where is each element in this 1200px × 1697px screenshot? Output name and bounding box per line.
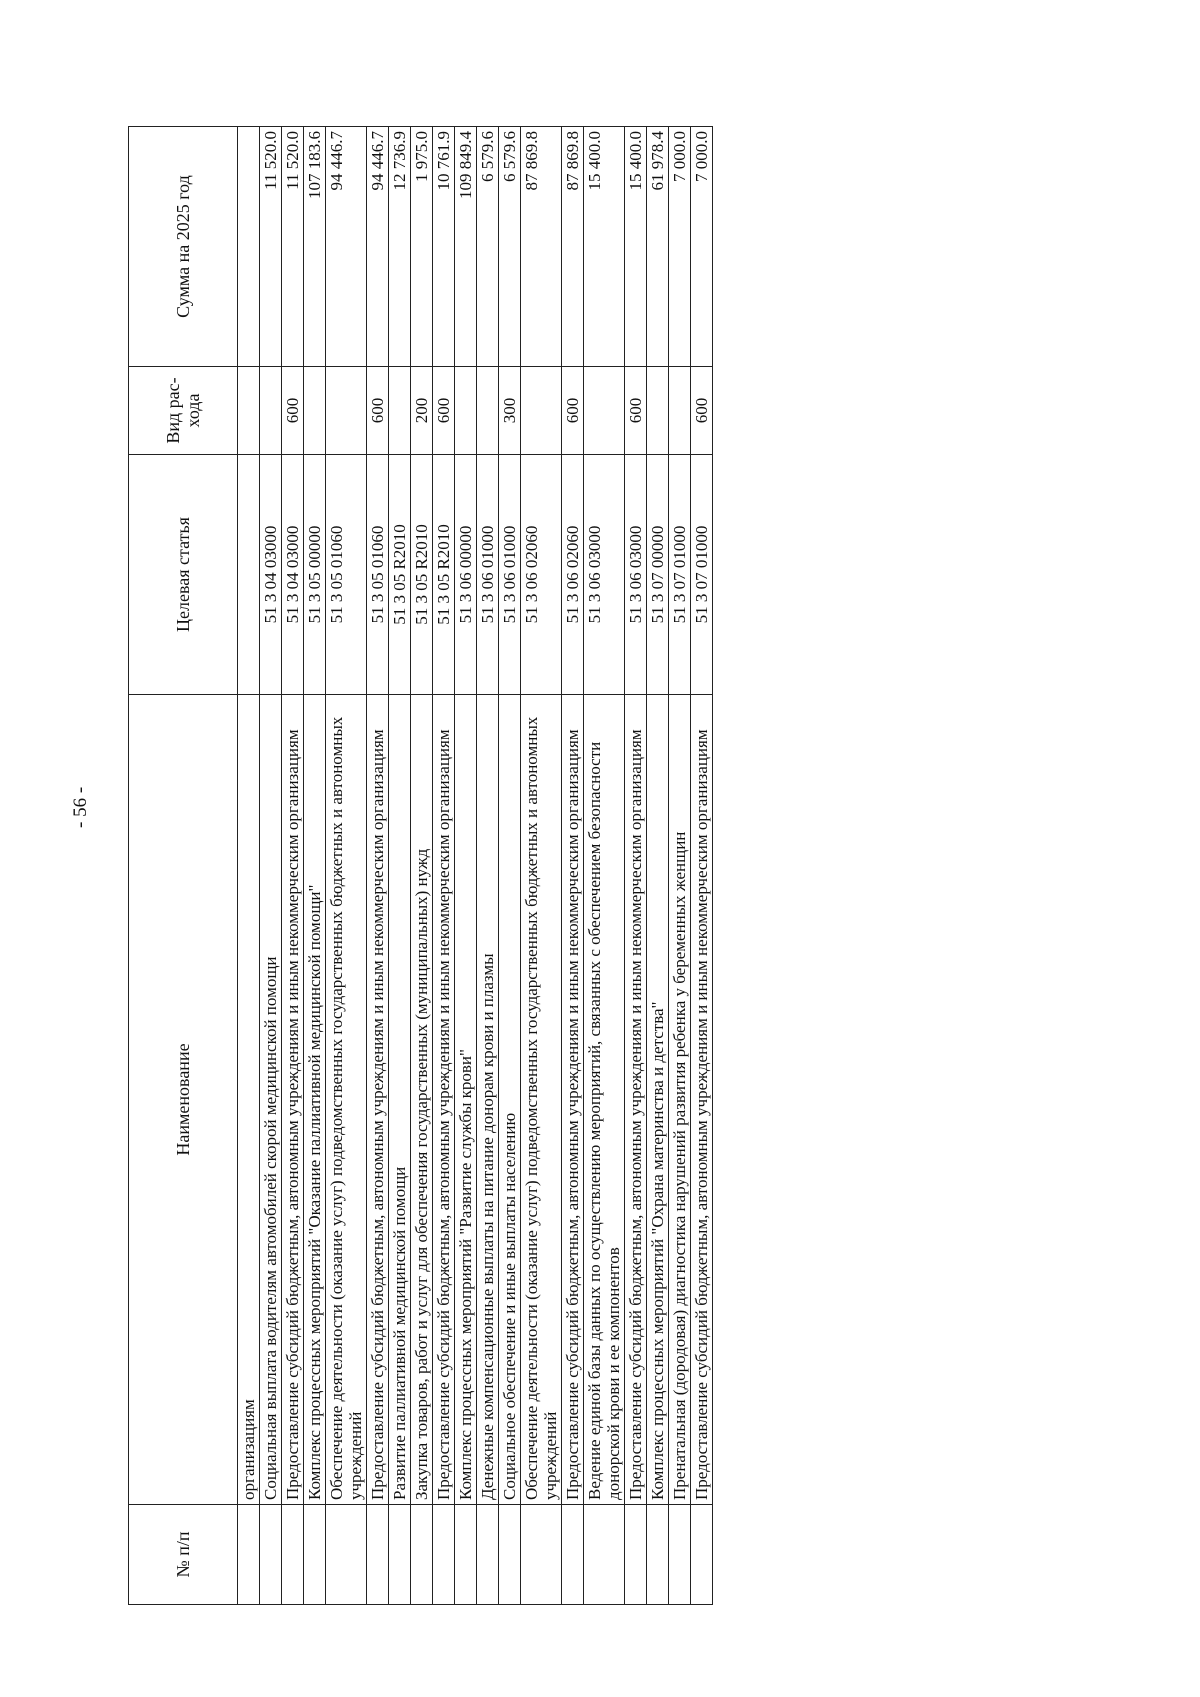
cell-num — [260, 1505, 282, 1605]
cell-name: Предоставление субсидий бюджетным, автономным учреждениям и иным некоммерческим организациям — [625, 695, 647, 1505]
rotated-table-container — [128, 127, 713, 1605]
cell-sum: 107 183.6 — [304, 127, 326, 367]
cell-num — [238, 1505, 260, 1605]
cell-code: 51 3 05 01060 — [367, 455, 389, 695]
cell-num — [389, 1505, 411, 1605]
cell-name: Ведение единой базы данных по осуществлению мероприятий, связанных с обеспечением безопасности донорской крови и ее компонентов — [584, 695, 625, 1505]
cell-type — [326, 367, 367, 455]
cell-num — [584, 1505, 625, 1605]
cell-code: 51 3 04 03000 — [282, 455, 304, 695]
table-row — [584, 127, 625, 1605]
cell-sum: 11 520.0 — [282, 127, 304, 367]
cell-code: 51 3 06 01000 — [499, 455, 521, 695]
cell-code: 51 3 05 R2010 — [389, 455, 411, 695]
cell-sum: 12 736.9 — [389, 127, 411, 367]
cell-name: организациям — [238, 695, 260, 1505]
cell-num — [625, 1505, 647, 1605]
cell-sum: 6 579.6 — [499, 127, 521, 367]
cell-code: 51 3 05 01060 — [326, 455, 367, 695]
table-row — [477, 127, 499, 1605]
cell-code: 51 3 06 02060 — [521, 455, 562, 695]
cell-sum: 6 579.6 — [477, 127, 499, 367]
cell-name: Обеспечение деятельности (оказание услуг) подведомственных государственных бюджетных и автономных учреждений — [326, 695, 367, 1505]
cell-sum: 11 520.0 — [260, 127, 282, 367]
table-row — [367, 127, 389, 1605]
cell-num — [326, 1505, 367, 1605]
cell-sum: 87 869.8 — [521, 127, 562, 367]
cell-type — [455, 367, 477, 455]
cell-type: 600 — [367, 367, 389, 455]
cell-num — [669, 1505, 691, 1605]
cell-name: Предоставление субсидий бюджетным, автономным учреждениям и иным некоммерческим организациям — [433, 695, 455, 1505]
table-row — [238, 127, 260, 1605]
table-row — [433, 127, 455, 1605]
cell-num — [647, 1505, 669, 1605]
cell-code: 51 3 07 00000 — [647, 455, 669, 695]
header-type: Вид рас-хода — [129, 367, 238, 455]
cell-sum: 87 869.8 — [562, 127, 584, 367]
cell-sum: 15 400.0 — [625, 127, 647, 367]
cell-type — [521, 367, 562, 455]
cell-code: 51 3 04 03000 — [260, 455, 282, 695]
header-name: Наименование — [129, 695, 238, 1505]
cell-num — [411, 1505, 433, 1605]
cell-num — [282, 1505, 304, 1605]
cell-type — [669, 367, 691, 455]
cell-type — [647, 367, 669, 455]
table-row — [669, 127, 691, 1605]
cell-sum: 109 849.4 — [455, 127, 477, 367]
table-body — [238, 127, 713, 1605]
cell-name: Предоставление субсидий бюджетным, автономным учреждениям и иным некоммерческим организациям — [691, 695, 713, 1505]
cell-code: 51 3 07 01000 — [691, 455, 713, 695]
header-code: Целевая статья — [129, 455, 238, 695]
cell-name: Пренатальная (дородовая) диагностика нарушений развития ребенка у беременных женщин — [669, 695, 691, 1505]
cell-name: Комплекс процессных мероприятий "Оказание паллиативной медицинской помощи" — [304, 695, 326, 1505]
cell-sum: 10 761.9 — [433, 127, 455, 367]
table-row — [260, 127, 282, 1605]
cell-code: 51 3 06 02060 — [562, 455, 584, 695]
cell-sum: 7 000.0 — [691, 127, 713, 367]
cell-name: Социальная выплата водителям автомобилей скорой медицинской помощи — [260, 695, 282, 1505]
cell-code: 51 3 06 00000 — [455, 455, 477, 695]
cell-num — [455, 1505, 477, 1605]
cell-code: 51 3 05 R2010 — [411, 455, 433, 695]
cell-code: 51 3 06 03000 — [625, 455, 647, 695]
cell-sum — [238, 127, 260, 367]
cell-type: 600 — [433, 367, 455, 455]
cell-type — [238, 367, 260, 455]
cell-type — [389, 367, 411, 455]
table-row — [326, 127, 367, 1605]
cell-code: 51 3 07 01000 — [669, 455, 691, 695]
cell-sum: 1 975.0 — [411, 127, 433, 367]
cell-name: Закупка товаров, работ и услуг для обеспечения государственных (муниципальных) нужд — [411, 695, 433, 1505]
table-row — [282, 127, 304, 1605]
cell-code: 51 3 06 03000 — [584, 455, 625, 695]
cell-sum: 61 978.4 — [647, 127, 669, 367]
cell-name: Обеспечение деятельности (оказание услуг) подведомственных государственных бюджетных и автономных учреждений — [521, 695, 562, 1505]
cell-num — [367, 1505, 389, 1605]
cell-name: Предоставление субсидий бюджетным, автономным учреждениям и иным некоммерческим организациям — [562, 695, 584, 1505]
table-row — [521, 127, 562, 1605]
cell-name: Социальное обеспечение и иные выплаты населению — [499, 695, 521, 1505]
cell-code: 51 3 05 00000 — [304, 455, 326, 695]
cell-name: Денежные компенсационные выплаты на питание донорам крови и плазмы — [477, 695, 499, 1505]
cell-code: 51 3 06 01000 — [477, 455, 499, 695]
table-row — [304, 127, 326, 1605]
table-row — [691, 127, 713, 1605]
budget-table — [128, 126, 713, 1605]
cell-sum: 94 446.7 — [367, 127, 389, 367]
cell-sum: 15 400.0 — [584, 127, 625, 367]
header-num: № п/п — [129, 1505, 238, 1605]
cell-num — [521, 1505, 562, 1605]
cell-type — [260, 367, 282, 455]
cell-num — [562, 1505, 584, 1605]
cell-type: 600 — [282, 367, 304, 455]
cell-type: 300 — [499, 367, 521, 455]
table-row — [455, 127, 477, 1605]
cell-sum: 7 000.0 — [669, 127, 691, 367]
cell-name: Комплекс процессных мероприятий "Развитие службы крови" — [455, 695, 477, 1505]
cell-num — [691, 1505, 713, 1605]
cell-type: 600 — [562, 367, 584, 455]
cell-code: 51 3 05 R2010 — [433, 455, 455, 695]
table-row — [389, 127, 411, 1605]
cell-name: Предоставление субсидий бюджетным, автономным учреждениям и иным некоммерческим организациям — [367, 695, 389, 1505]
cell-type — [584, 367, 625, 455]
cell-type — [477, 367, 499, 455]
cell-num — [499, 1505, 521, 1605]
cell-name: Комплекс процессных мероприятий "Охрана материнства и детства" — [647, 695, 669, 1505]
cell-num — [433, 1505, 455, 1605]
table-row — [499, 127, 521, 1605]
cell-type: 600 — [625, 367, 647, 455]
cell-sum: 94 446.7 — [326, 127, 367, 367]
cell-code — [238, 455, 260, 695]
cell-num — [477, 1505, 499, 1605]
page-number: - 56 - — [70, 786, 91, 828]
cell-type — [304, 367, 326, 455]
table-row — [647, 127, 669, 1605]
cell-num — [304, 1505, 326, 1605]
cell-type: 200 — [411, 367, 433, 455]
table-row — [625, 127, 647, 1605]
cell-name: Развитие паллиативной медицинской помощи — [389, 695, 411, 1505]
cell-name: Предоставление субсидий бюджетным, автономным учреждениям и иным некоммерческим организациям — [282, 695, 304, 1505]
header-sum: Сумма на 2025 год — [129, 127, 238, 367]
table-row — [562, 127, 584, 1605]
table-row — [411, 127, 433, 1605]
cell-type: 600 — [691, 367, 713, 455]
table-header-row — [129, 127, 238, 1605]
